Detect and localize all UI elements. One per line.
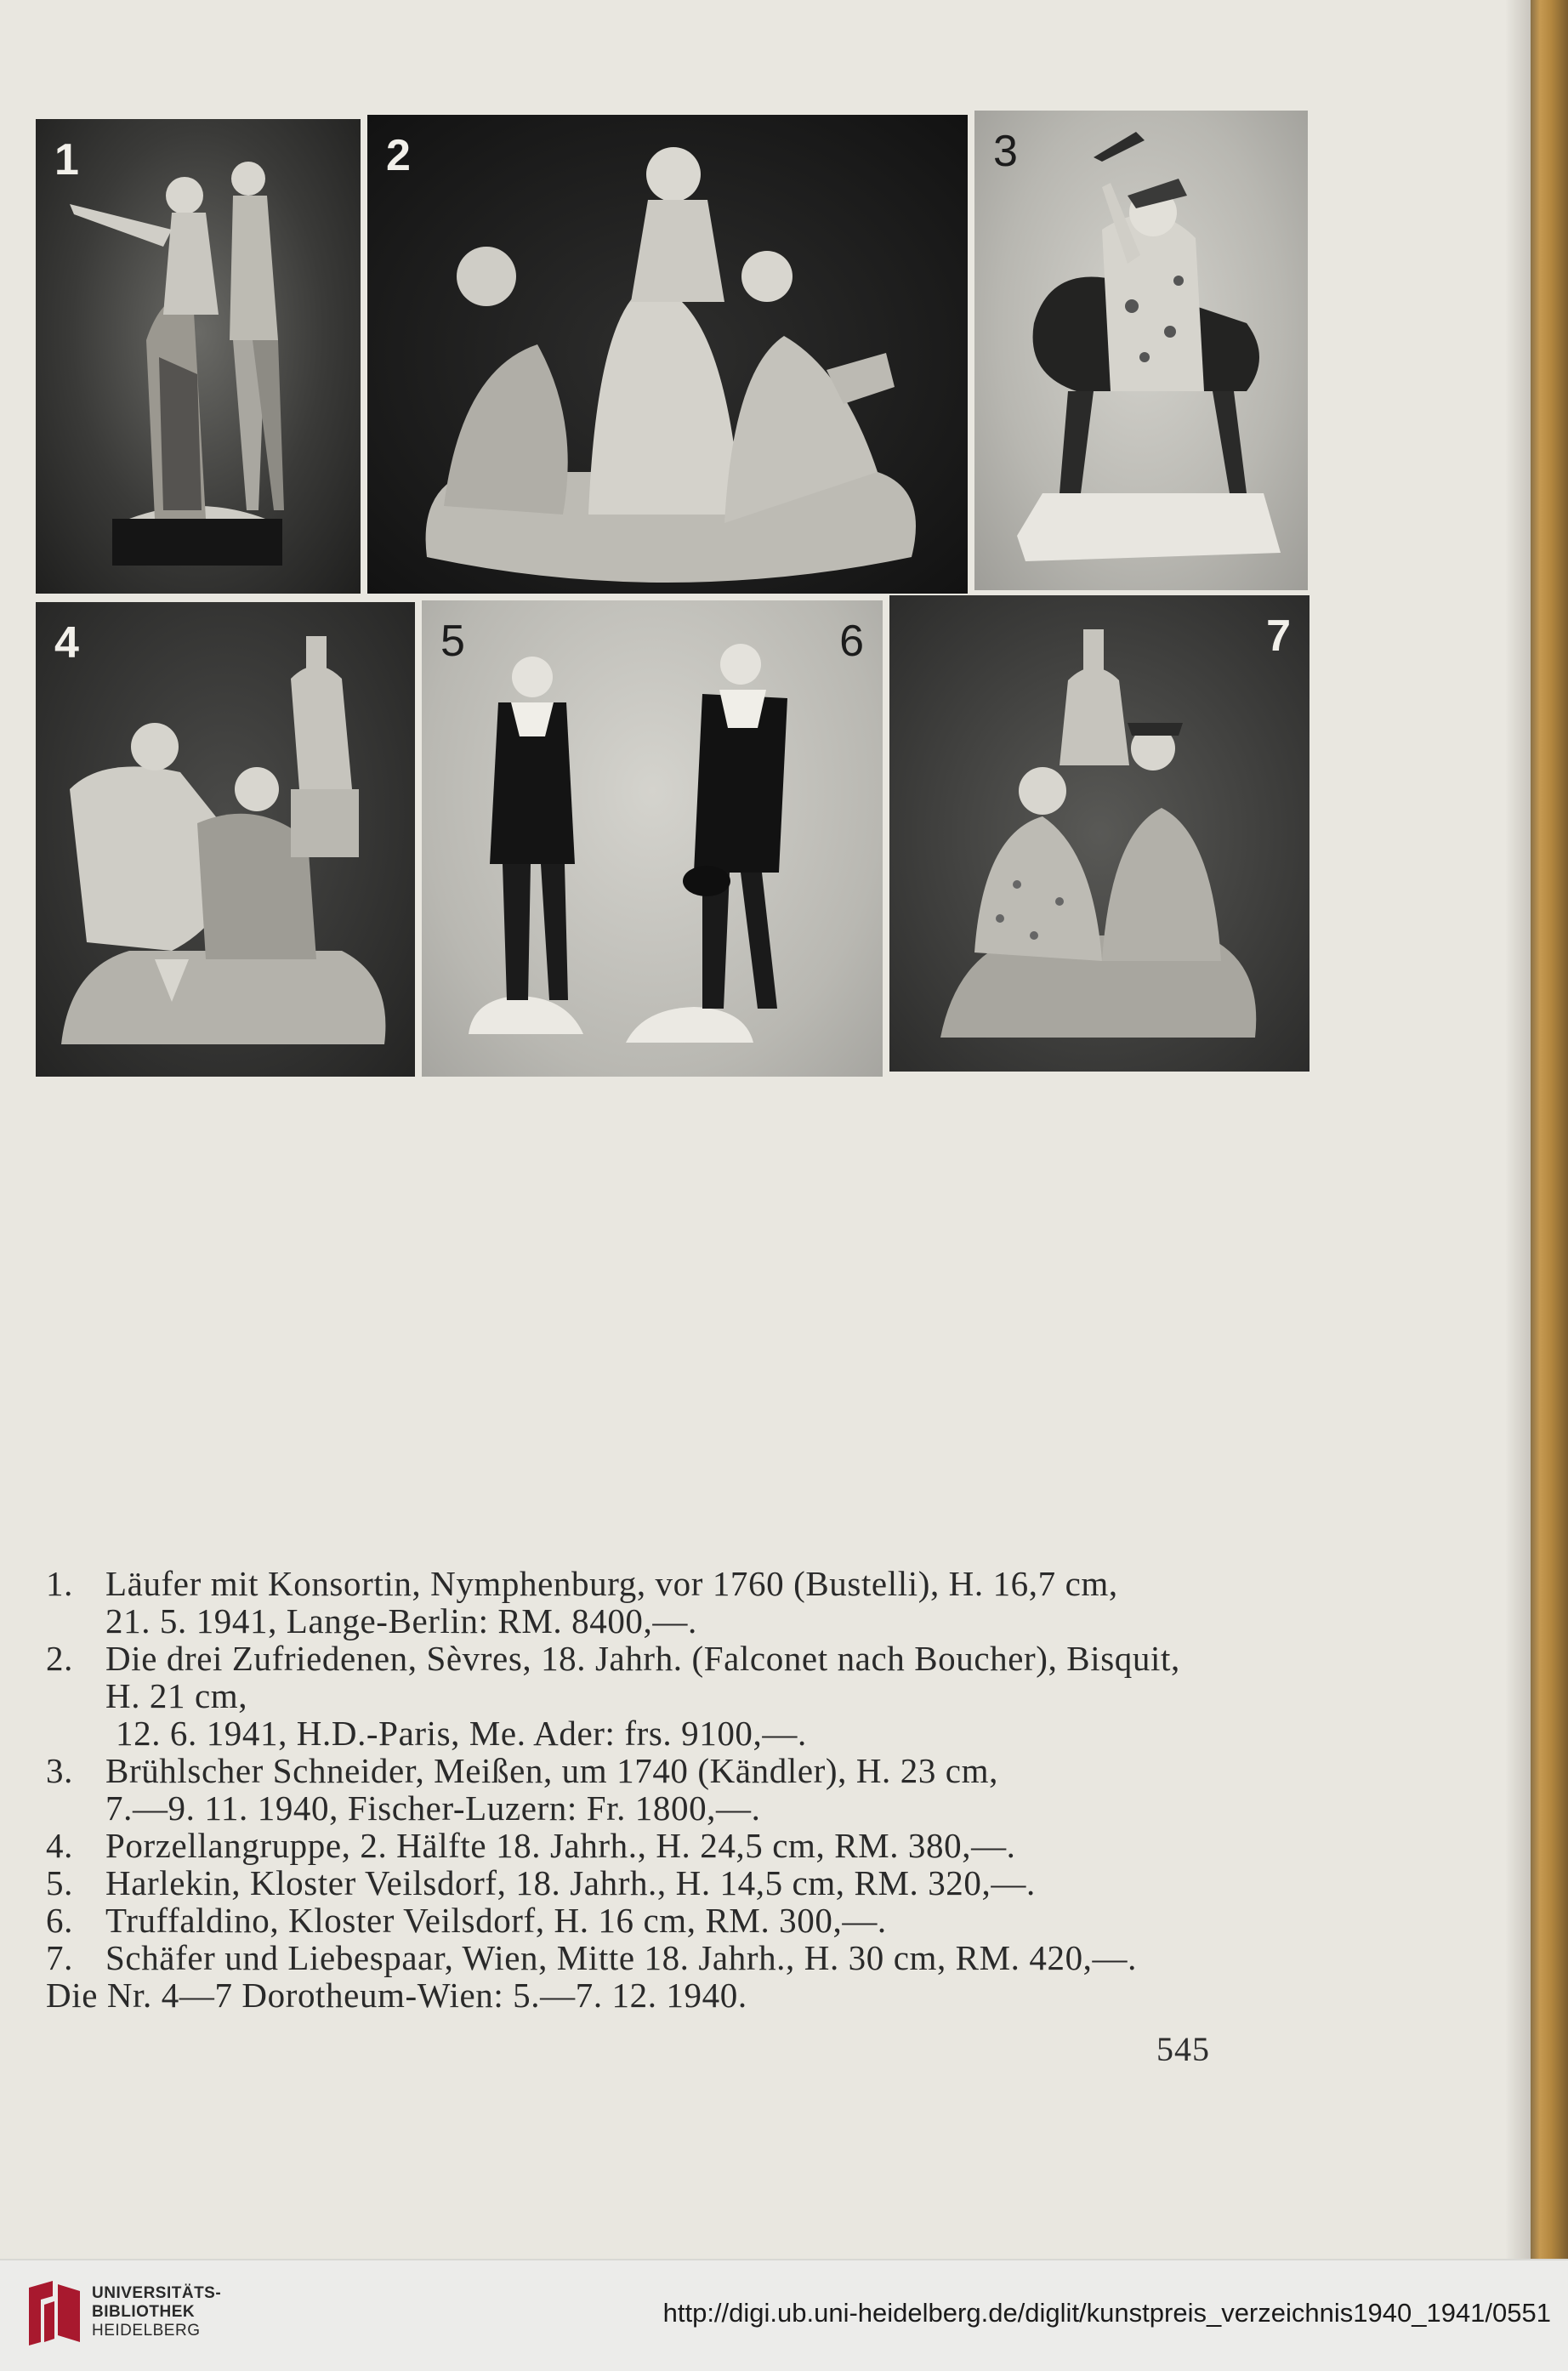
plate-4-figurine-photo bbox=[36, 602, 415, 1077]
plate-2-figurine-photo bbox=[367, 115, 968, 594]
caption-number: 3. bbox=[46, 1751, 73, 1790]
plate-number: 2 bbox=[386, 131, 411, 180]
plate-number: 1 bbox=[54, 135, 79, 185]
caption-line: Porzellangruppe, 2. Hälfte 18. Jahrh., H. 24,5 cm, RM. 380,—. bbox=[105, 1826, 1016, 1865]
caption-5 bbox=[46, 1864, 1355, 1902]
plate-5-6-figurine-photo bbox=[422, 600, 883, 1077]
closing-line: Die Nr. 4—7 Dorotheum-Wien: 5.—7. 12. 1940. bbox=[46, 1976, 747, 2015]
book-edge bbox=[1531, 0, 1568, 2259]
caption-line: Brühlscher Schneider, Meißen, um 1740 (Kändler), H. 23 cm, bbox=[105, 1751, 998, 1790]
caption-7 bbox=[46, 1939, 1355, 1976]
caption-line: Harlekin, Kloster Veilsdorf, 18. Jahrh., H. 14,5 cm, RM. 320,—. bbox=[105, 1863, 1036, 1902]
caption-1 bbox=[46, 1565, 1355, 1640]
page-number: 545 bbox=[1156, 2030, 1210, 2068]
caption-number: 1. bbox=[46, 1564, 73, 1603]
gutter-shadow bbox=[1505, 0, 1531, 2259]
plate-3-figurine-photo bbox=[974, 111, 1308, 590]
caption-line: 7.—9. 11. 1940, Fischer-Luzern: Fr. 1800,—. bbox=[105, 1788, 761, 1828]
library-name bbox=[92, 2284, 221, 2340]
caption-4 bbox=[46, 1827, 1355, 1864]
figurine-illustration bbox=[367, 115, 968, 594]
source-url-link[interactable]: http://digi.ub.uni-heidelberg.de/diglit/kunstpreis_verzeichnis1940_1941/0551 bbox=[662, 2298, 1551, 2328]
caption-line: H. 21 cm, bbox=[105, 1676, 248, 1715]
figurine-illustration bbox=[36, 602, 415, 1077]
caption-line: Schäfer und Liebespaar, Wien, Mitte 18. Jahrh., H. 30 cm, RM. 420,—. bbox=[105, 1938, 1137, 1977]
library-logo-icon bbox=[24, 2279, 85, 2347]
caption-number: 2. bbox=[46, 1639, 73, 1678]
caption-line: Truffaldino, Kloster Veilsdorf, H. 16 cm, RM. 300,—. bbox=[105, 1901, 887, 1940]
caption-6 bbox=[46, 1902, 1355, 1939]
figurine-illustration bbox=[422, 600, 883, 1077]
caption-3 bbox=[46, 1752, 1355, 1827]
caption-number: 4. bbox=[46, 1826, 73, 1865]
caption-number: 6. bbox=[46, 1901, 73, 1940]
caption-number: 7. bbox=[46, 1938, 73, 1977]
plate-number-5: 5 bbox=[440, 617, 465, 666]
plate-number: 7 bbox=[1266, 611, 1291, 661]
plate-number: 3 bbox=[993, 127, 1018, 176]
plate-1-figurine-photo bbox=[36, 119, 361, 594]
library-name-line: BIBLIOTHEK bbox=[92, 2303, 196, 2321]
caption-line: 21. 5. 1941, Lange-Berlin: RM. 8400,—. bbox=[105, 1601, 697, 1640]
caption-number: 5. bbox=[46, 1863, 73, 1902]
caption-line: Die drei Zufriedenen, Sèvres, 18. Jahrh. (Falconet nach Boucher), Bisquit, bbox=[105, 1639, 1180, 1678]
figurine-illustration bbox=[36, 119, 361, 594]
plate-number: 4 bbox=[54, 618, 79, 668]
caption-line: 12. 6. 1941, H.D.-Paris, Me. Ader: frs. 9100,—. bbox=[116, 1714, 807, 1753]
caption-line: Läufer mit Konsortin, Nymphenburg, vor 1760 (Bustelli), H. 16,7 cm, bbox=[105, 1564, 1118, 1603]
caption-2 bbox=[46, 1640, 1355, 1752]
figurine-illustration bbox=[974, 111, 1308, 590]
caption-list bbox=[46, 1565, 1355, 2014]
figurine-illustration bbox=[889, 595, 1310, 1072]
library-name-line: UNIVERSITÄTS- bbox=[92, 2284, 222, 2302]
plate-7-figurine-photo bbox=[889, 595, 1310, 1072]
library-name-line: HEIDELBERG bbox=[92, 2322, 201, 2340]
plate-number-6: 6 bbox=[839, 617, 864, 666]
